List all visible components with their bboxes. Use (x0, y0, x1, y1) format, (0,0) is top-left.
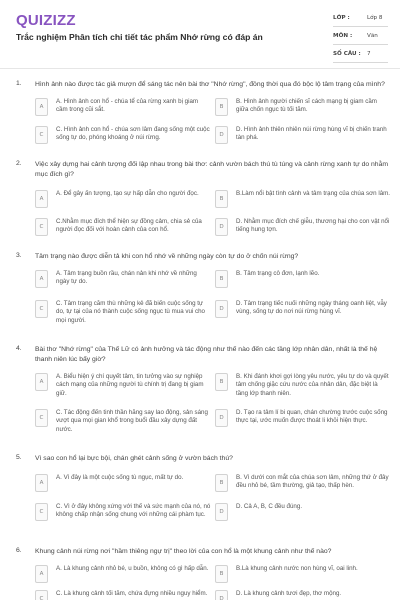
worksheet-header (0, 0, 400, 70)
question-text: Vì sao con hổ lại bực bội, chán ghét cảnh sống ở vườn bách thú? (35, 455, 233, 462)
option-text: A. Để gây ấn tượng, tạo sự hấp dẫn cho người đọc. (56, 190, 199, 197)
meta-class-value: Lớp 8 (367, 15, 383, 21)
option-letter-badge: D (215, 590, 228, 600)
question-text: Tâm trạng nào được diễn tả khi con hổ nhớ về những ngày còn tự do ở chốn núi rừng? (35, 253, 299, 260)
meta-count-key: SỐ CÂU : (333, 51, 361, 57)
option-text: A. Hình ảnh con hổ - chúa tể của rừng xanh bị giam cầm trong cũi sắt. (56, 98, 199, 114)
question-number: 3. (16, 252, 22, 259)
meta-class-key: LỚP : (333, 15, 350, 21)
meta-count-value: 7 (367, 51, 371, 57)
option-letter-badge: A (35, 373, 48, 391)
quizizz-logo: QUIZIZZ (16, 12, 76, 29)
meta-class-row (333, 12, 388, 27)
option-letter-badge: C (35, 590, 48, 600)
option-letter-badge: D (215, 126, 228, 144)
option-letter-badge: D (215, 503, 228, 521)
option-text: D. Tạo ra tâm lí bi quan, chán chường trước cuộc sống thực tại, ước muốn được thoát li khỏi hiện thực. (236, 409, 388, 425)
option-letter-badge: C (35, 218, 48, 236)
question-text: Việc xây dựng hai cảnh tượng đối lập nhau trong bài thơ: cảnh vườn bách thú tù túng và cảnh rừng xanh tự do nhằm mục đích gì? (35, 161, 389, 178)
worksheet-meta (333, 12, 388, 66)
option-text: D. Hình ảnh thiên nhiên núi rừng hùng vĩ bị chiến tranh tàn phá. (236, 126, 387, 142)
question-text: Bài thơ "Nhớ rừng" của Thế Lữ có ảnh hưởng và tác động như thế nào đến các tầng lớp nhân dân, nhất là thế hệ thanh niên lúc bấy giờ? (35, 346, 378, 363)
option-text: C.Nhằm mục đích thể hiện sự đồng cảm, chia sẻ của người đọc đối với hoàn cảnh của con hổ. (56, 218, 202, 234)
option-text: B. Khi đánh khơi gợi lòng yêu nước, yêu tự do và quyết tâm chống giặc cứu nước của nhân dân, đặc biệt là tầng lớp thanh niên. (236, 373, 389, 397)
header-divider (0, 68, 400, 69)
option-letter-badge: C (35, 300, 48, 318)
meta-count-row (333, 48, 388, 63)
option-letter-badge: A (35, 270, 48, 288)
option-text: B. Tâm trạng cô đơn, lạnh lẽo. (236, 270, 320, 277)
option-letter-badge: A (35, 98, 48, 116)
question-number: 5. (16, 454, 22, 461)
option-letter-badge: B (215, 190, 228, 208)
option-text: C. Vì ở đây không xứng với thế và sức mạnh của nó, nó không chấp nhận sống chung với những cái phàm tục. (56, 503, 211, 519)
option-text: D. Tâm trạng tiếc nuối những ngày tháng oanh liệt, vẫy vùng, sống tự do nơi núi rừng hùng vĩ. (236, 300, 387, 316)
meta-subject-row (333, 30, 388, 45)
option-text: B.Làm nổi bật tình cảnh và tâm trạng của chúa sơn lâm. (236, 190, 391, 197)
option-text: C. Hình ảnh con hổ - chúa sơn lâm đang sống một cuộc sống tự do, phóng khoáng ở núi rừng. (56, 126, 210, 142)
option-text: A. Tâm trạng buồn rầu, chán nản khi nhớ về những ngày tự do. (56, 270, 197, 286)
option-letter-badge: D (215, 218, 228, 236)
option-text: C. Tác động đến tinh thần hăng say lao động, sản sáng vượt qua mọi gian khổ trong buổi đầu xây dựng đất nước. (56, 409, 208, 433)
option-letter-badge: B (215, 373, 228, 391)
worksheet-title: Trắc nghiệm Phân tích chi tiết tác phẩm Nhớ rừng có đáp án (16, 32, 263, 42)
option-letter-badge: B (215, 98, 228, 116)
meta-subject-key: MÔN : (333, 33, 353, 39)
option-letter-badge: A (35, 565, 48, 583)
question-text: Hình ảnh nào được tác giả mượn để sáng tác nên bài thơ "Nhớ rừng", đồng thời qua đó bộc lộ tâm trạng của mình? (35, 81, 385, 88)
question-number: 2. (16, 160, 22, 167)
option-text: A. Vì đây là một cuộc sống tù ngục, mất tự do. (56, 474, 184, 481)
question-number: 6. (16, 547, 22, 554)
option-text: D. Nhằm mục đích chế giễu, thương hại cho con vật nổi tiếng hung tợn. (236, 218, 390, 234)
option-letter-badge: B (215, 565, 228, 583)
option-letter-badge: A (35, 474, 48, 492)
option-letter-badge: C (35, 409, 48, 427)
option-text: B.Là khung cảnh nước non hùng vĩ, oai linh. (236, 565, 358, 572)
question-text: Khung cảnh núi rừng nơi "hầm thiêng ngự trị" theo lời của con hổ là một khung cảnh như thế nào? (35, 548, 332, 555)
option-text: D. Cả A, B, C đều đúng. (236, 503, 303, 510)
option-letter-badge: A (35, 190, 48, 208)
option-letter-badge: C (35, 126, 48, 144)
option-letter-badge: C (35, 503, 48, 521)
option-text: A. Là khung cảnh nhỏ bé, u buồn, không có gì hấp dẫn. (56, 565, 209, 572)
option-letter-badge: B (215, 474, 228, 492)
option-text: B. Vì dưới con mắt của chúa sơn lâm, những thứ ở đây đều nhỏ bé, tầm thường, giả tạo, thấp hèn. (236, 474, 389, 490)
option-text: C. Tâm trạng căm thù những kẻ đã biến cuộc sống tự do, tự tại của nó thành cuộc sống ngục tù mua vui cho mọi người. (56, 300, 205, 324)
option-letter-badge: D (215, 409, 228, 427)
meta-subject-value: Văn (367, 33, 378, 39)
question-number: 1. (16, 80, 22, 87)
question-number: 4. (16, 345, 22, 352)
option-text: B. Hình ảnh người chiến sĩ cách mạng bị giam cầm giữa chốn ngục tù tối tăm. (236, 98, 377, 114)
option-text: D. Là khung cảnh tươi đẹp, thơ mộng. (236, 590, 342, 597)
option-letter-badge: B (215, 270, 228, 288)
option-text: A. Biểu hiện ý chí quyết tâm, tin tưởng vào sự nghiệp cách mạng của những người tù chính trị đang bị giam giữ. (56, 373, 204, 397)
option-text: C. Là khung cảnh tối tăm, chứa đựng nhiều nguy hiểm. (56, 590, 208, 597)
option-letter-badge: D (215, 300, 228, 318)
